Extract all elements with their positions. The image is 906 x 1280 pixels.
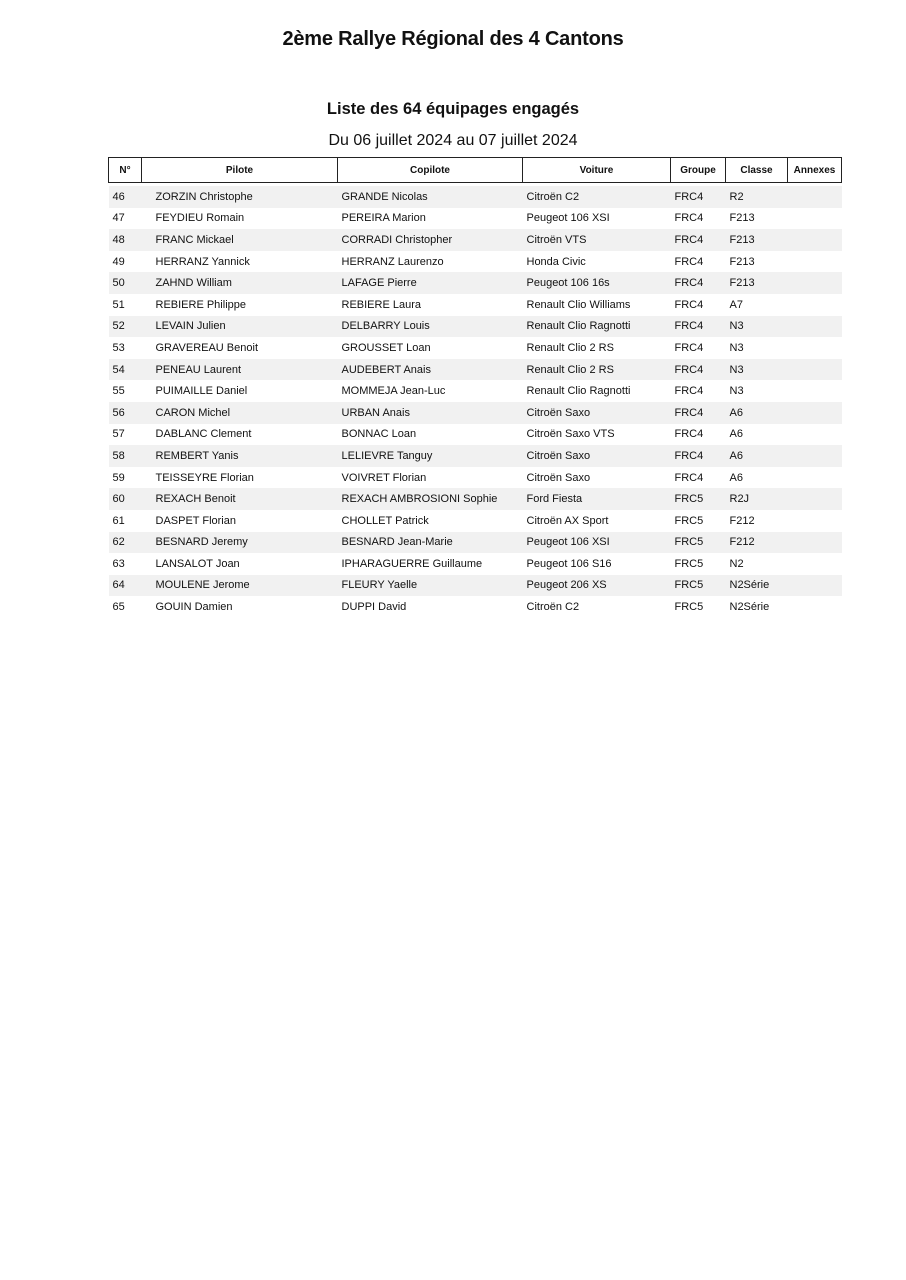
table-row: [109, 272, 842, 294]
cell-copilote: VOIVRET Florian: [341, 471, 427, 484]
cell-copilote: CORRADI Christopher: [338, 229, 523, 251]
table-row: [109, 488, 842, 510]
cell-groupe: FRC4: [674, 428, 704, 441]
table-body: [109, 186, 842, 618]
cell-num: 47: [112, 212, 125, 225]
cell-voiture: Citroën Saxo VTS: [526, 428, 615, 441]
table-row: [109, 316, 842, 338]
cell-annexes: [788, 208, 842, 230]
cell-groupe: FRC4: [671, 445, 726, 467]
cell-annexes: [788, 359, 842, 381]
table-row: [109, 208, 842, 230]
cell-groupe: FRC4: [671, 272, 726, 294]
cell-classe: N3: [726, 316, 788, 338]
cell-copilote: FLEURY Yaelle: [338, 575, 523, 597]
cell-groupe: FRC4: [674, 471, 704, 484]
cell-voiture: Renault Clio 2 RS: [523, 359, 671, 381]
cell-num: 52: [109, 316, 142, 338]
cell-groupe: FRC5: [671, 575, 726, 597]
cell-voiture: Renault Clio Ragnotti: [523, 316, 671, 338]
cell-copilote: HERRANZ Laurenzo: [341, 255, 444, 268]
cell-groupe: FRC4: [671, 402, 726, 424]
cell-num: 55: [112, 385, 125, 398]
table-row: [109, 596, 842, 618]
cell-copilote: AUDEBERT Anais: [338, 359, 523, 381]
cell-annexes: [788, 186, 842, 208]
cell-annexes: [788, 510, 842, 532]
cell-annexes: [788, 229, 842, 251]
cell-pilote: LEVAIN Julien: [142, 316, 338, 338]
cell-copilote: LELIEVRE Tanguy: [338, 445, 523, 467]
cell-num: 61: [112, 514, 125, 527]
cell-copilote: CHOLLET Patrick: [341, 514, 429, 527]
cell-groupe: FRC4: [674, 255, 704, 268]
cell-voiture: Citroën Saxo: [526, 471, 591, 484]
cell-classe: F212: [726, 532, 788, 554]
cell-voiture: Citroën VTS: [523, 229, 671, 251]
table-row: [109, 467, 842, 489]
table-header: [109, 158, 842, 187]
cell-classe: F212: [729, 514, 755, 527]
entries-table: [108, 157, 842, 618]
cell-pilote: BESNARD Jeremy: [142, 532, 338, 554]
cell-groupe: FRC5: [671, 488, 726, 510]
cell-num: 53: [112, 341, 125, 354]
cell-classe: N2: [729, 557, 744, 570]
cell-classe: F213: [729, 212, 755, 225]
table-row: [109, 424, 842, 446]
cell-pilote: HERRANZ Yannick: [155, 255, 250, 268]
cell-copilote: BESNARD Jean-Marie: [338, 532, 523, 554]
cell-groupe: FRC4: [671, 316, 726, 338]
cell-copilote: MOMMEJA Jean-Luc: [341, 385, 446, 398]
cell-pilote: PUIMAILLE Daniel: [155, 385, 248, 398]
cell-voiture: Citroën AX Sport: [526, 514, 609, 527]
table-row: [109, 294, 842, 316]
cell-annexes: [788, 467, 842, 489]
cell-pilote: PENEAU Laurent: [142, 359, 338, 381]
cell-num: 60: [109, 488, 142, 510]
cell-pilote: LANSALOT Joan: [155, 557, 240, 570]
cell-annexes: [788, 553, 842, 575]
table-row: [109, 251, 842, 273]
cell-groupe: FRC5: [674, 557, 704, 570]
cell-annexes: [788, 488, 842, 510]
cell-voiture: Peugeot 106 S16: [526, 557, 612, 570]
cell-num: 50: [109, 272, 142, 294]
cell-classe: N2Série: [729, 601, 770, 614]
cell-annexes: [788, 575, 842, 597]
table-row: [109, 575, 842, 597]
cell-groupe: FRC4: [671, 229, 726, 251]
cell-annexes: [788, 424, 842, 446]
cell-groupe: FRC5: [674, 601, 704, 614]
table-row: [109, 553, 842, 575]
column-header-pilote: Pilote: [142, 158, 338, 183]
cell-copilote: BONNAC Loan: [341, 428, 417, 441]
column-header-annexes: Annexes: [788, 158, 842, 183]
cell-num: 64: [109, 575, 142, 597]
cell-copilote: GRANDE Nicolas: [338, 186, 523, 208]
table-row: [109, 510, 842, 532]
cell-voiture: Citroën Saxo: [523, 402, 671, 424]
cell-groupe: FRC5: [671, 532, 726, 554]
cell-annexes: [788, 532, 842, 554]
cell-num: 48: [109, 229, 142, 251]
cell-classe: F213: [726, 272, 788, 294]
cell-copilote: DELBARRY Louis: [338, 316, 523, 338]
table-row: [109, 186, 842, 208]
cell-annexes: [788, 251, 842, 273]
cell-num: 51: [112, 298, 125, 311]
cell-classe: N3: [726, 359, 788, 381]
cell-pilote: GRAVEREAU Benoit: [155, 341, 259, 354]
cell-groupe: FRC4: [671, 186, 726, 208]
column-header-classe: Classe: [726, 158, 788, 183]
column-header-groupe: Groupe: [671, 158, 726, 183]
cell-pilote: GOUIN Damien: [155, 601, 233, 614]
cell-copilote: REXACH AMBROSIONI Sophie: [338, 488, 523, 510]
table-row: [109, 337, 842, 359]
cell-classe: A6: [726, 445, 788, 467]
cell-annexes: [788, 445, 842, 467]
cell-num: 49: [112, 255, 125, 268]
cell-num: 58: [109, 445, 142, 467]
table-row: [109, 359, 842, 381]
table-row: [109, 402, 842, 424]
cell-classe: N2Série: [726, 575, 788, 597]
cell-classe: A7: [729, 298, 743, 311]
event-dates: Du 06 juillet 2024 au 07 juillet 2024: [328, 132, 578, 149]
cell-voiture: Renault Clio Williams: [526, 298, 631, 311]
cell-voiture: Ford Fiesta: [523, 488, 671, 510]
cell-groupe: FRC4: [674, 212, 704, 225]
cell-pilote: MOULENE Jerome: [142, 575, 338, 597]
cell-annexes: [788, 272, 842, 294]
cell-num: 54: [109, 359, 142, 381]
cell-classe: A6: [729, 471, 743, 484]
cell-pilote: FRANC Mickael: [142, 229, 338, 251]
column-header-voiture: Voiture: [523, 158, 671, 183]
cell-pilote: REMBERT Yanis: [142, 445, 338, 467]
cell-annexes: [788, 402, 842, 424]
page-subtitle: Liste des 64 équipages engagés: [326, 100, 580, 118]
cell-groupe: FRC5: [674, 514, 704, 527]
cell-pilote: REBIERE Philippe: [155, 298, 246, 311]
cell-num: 56: [109, 402, 142, 424]
cell-groupe: FRC4: [674, 341, 704, 354]
cell-num: 46: [109, 186, 142, 208]
cell-groupe: FRC4: [674, 298, 704, 311]
page-title: 2ème Rallye Régional des 4 Cantons: [282, 28, 624, 50]
cell-copilote: GROUSSET Loan: [341, 341, 431, 354]
cell-classe: A6: [726, 402, 788, 424]
cell-annexes: [788, 596, 842, 618]
cell-copilote: PEREIRA Marion: [341, 212, 426, 225]
cell-pilote: DABLANC Clement: [155, 428, 252, 441]
column-header-copilote: Copilote: [338, 158, 523, 183]
cell-annexes: [788, 380, 842, 402]
cell-pilote: FEYDIEU Romain: [155, 212, 245, 225]
column-header-number: N°: [109, 158, 142, 183]
cell-num: 62: [109, 532, 142, 554]
cell-voiture: Peugeot 206 XS: [523, 575, 671, 597]
cell-voiture: Renault Clio 2 RS: [526, 341, 614, 354]
cell-voiture: Citroën C2: [526, 601, 580, 614]
cell-copilote: REBIERE Laura: [341, 298, 421, 311]
cell-classe: R2J: [726, 488, 788, 510]
cell-voiture: Citroën Saxo: [523, 445, 671, 467]
cell-voiture: Peugeot 106 XSI: [523, 532, 671, 554]
table-row: [109, 532, 842, 554]
cell-classe: F213: [726, 229, 788, 251]
cell-pilote: ZORZIN Christophe: [142, 186, 338, 208]
cell-pilote: DASPET Florian: [155, 514, 236, 527]
table-row: [109, 445, 842, 467]
cell-classe: N3: [729, 341, 744, 354]
cell-copilote: LAFAGE Pierre: [338, 272, 523, 294]
cell-voiture: Renault Clio Ragnotti: [526, 385, 631, 398]
cell-voiture: Peugeot 106 16s: [523, 272, 671, 294]
cell-groupe: FRC4: [671, 359, 726, 381]
cell-classe: N3: [729, 385, 744, 398]
cell-classe: F213: [729, 255, 755, 268]
cell-num: 63: [112, 557, 125, 570]
cell-num: 57: [112, 428, 125, 441]
table-row: [109, 229, 842, 251]
cell-classe: R2: [726, 186, 788, 208]
cell-pilote: REXACH Benoit: [142, 488, 338, 510]
cell-num: 65: [112, 601, 125, 614]
cell-annexes: [788, 294, 842, 316]
cell-pilote: TEISSEYRE Florian: [155, 471, 254, 484]
cell-copilote: URBAN Anais: [338, 402, 523, 424]
cell-voiture: Peugeot 106 XSI: [526, 212, 610, 225]
cell-num: 59: [112, 471, 125, 484]
cell-voiture: Honda Civic: [526, 255, 586, 268]
cell-groupe: FRC4: [674, 385, 704, 398]
cell-voiture: Citroën C2: [523, 186, 671, 208]
cell-copilote: IPHARAGUERRE Guillaume: [341, 557, 483, 570]
table-row: [109, 380, 842, 402]
cell-annexes: [788, 316, 842, 338]
cell-pilote: CARON Michel: [142, 402, 338, 424]
cell-pilote: ZAHND William: [142, 272, 338, 294]
cell-classe: A6: [729, 428, 743, 441]
cell-copilote: DUPPI David: [341, 601, 407, 614]
cell-annexes: [788, 337, 842, 359]
